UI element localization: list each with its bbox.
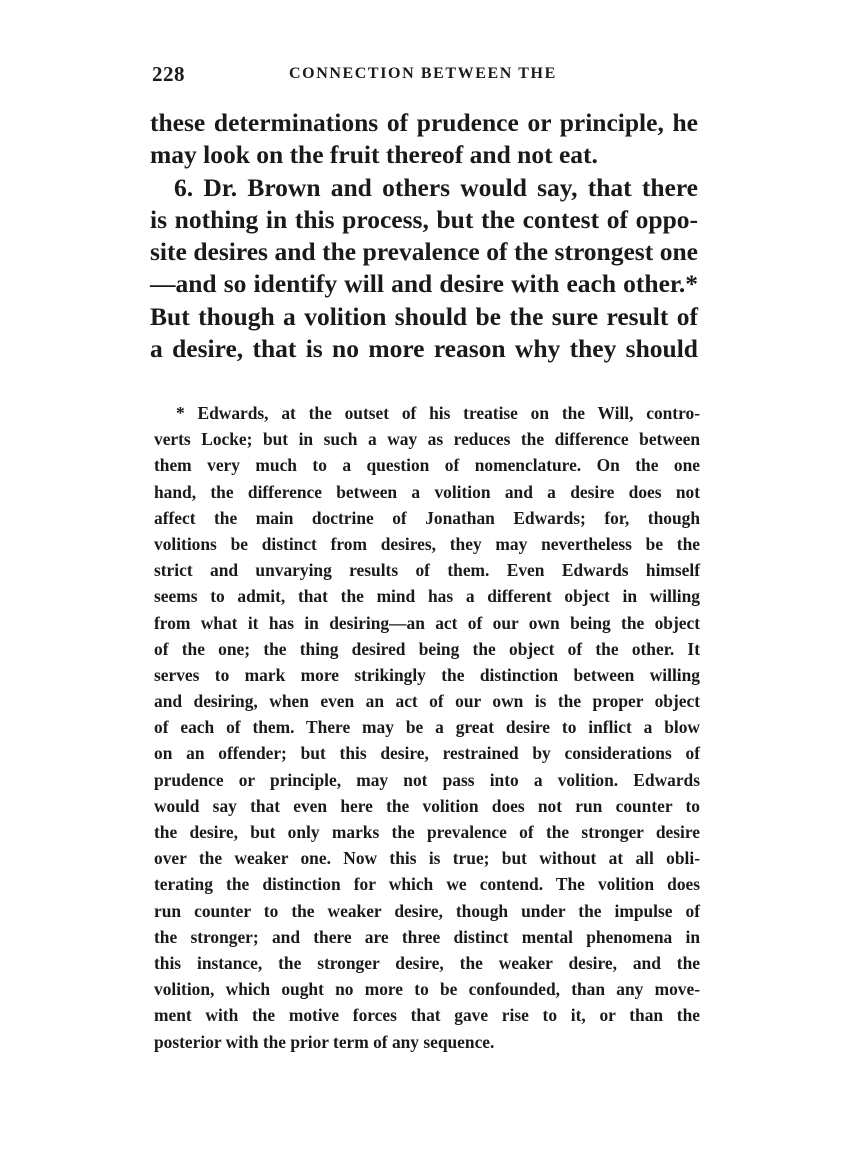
footnote <box>154 400 700 1055</box>
footnote-line: seems to admit, that the mind has a different object in willing <box>154 586 700 607</box>
footnote-line: verts Locke; but in such a way as reduces the difference between <box>154 429 700 450</box>
body-line: may look on the fruit thereof and not eat. <box>150 140 598 170</box>
footnote-line: posterior with the prior term of any sequence. <box>154 1031 495 1052</box>
body-line: site desires and the prevalence of the strongest one <box>150 237 698 267</box>
body-line: —and so identify will and desire with each other.* <box>150 269 698 299</box>
footnote-line: the stronger; and there are three distinct mental phenomena in <box>154 926 700 947</box>
footnote-line: of each of them. There may be a great desire to inflict a blow <box>154 717 700 738</box>
footnote-line: volitions be distinct from desires, they may nevertheless be the <box>154 533 700 554</box>
footnote-line: from what it has in desiring—an act of our own being the object <box>154 612 700 633</box>
footnote-line: prudence or principle, may not pass into a volition. Edwards <box>154 769 700 790</box>
footnote-line: the desire, but only marks the prevalence of the stronger desire <box>154 822 700 842</box>
footnote-line: this instance, the stronger desire, the weaker desire, and the <box>154 952 700 973</box>
footnote-line: over the weaker one. Now this is true; but without at all obli- <box>154 848 700 869</box>
running-head <box>152 62 697 92</box>
body-line: these determinations of prudence or principle, he <box>150 108 698 137</box>
footnote-line: volition, which ought no more to be confounded, than any move- <box>154 979 700 1000</box>
footnote-line: run counter to the weaker desire, though under the impulse of <box>154 900 700 921</box>
page-number: 228 <box>152 62 185 86</box>
footnote-line: of the one; the thing desired being the object of the other. It <box>154 638 700 659</box>
body-line: But though a volition should be the sure result of <box>150 301 698 331</box>
footnote-line: hand, the difference between a volition and a desire does not <box>154 481 700 502</box>
footnote-line: serves to mark more strikingly the distinction between willing <box>154 664 700 685</box>
body-line: is nothing in this process, but the contest of oppo- <box>150 204 698 234</box>
footnote-line: terating the distinction for which we contend. The volition does <box>154 874 700 895</box>
body-line: a desire, that is no more reason why they should <box>150 334 698 364</box>
footnote-line: would say that even here the volition does not run counter to <box>154 795 700 816</box>
footnote-line: and desiring, when even an act of our own is the proper object <box>154 691 700 712</box>
footnote-line: affect the main doctrine of Jonathan Edwards; for, though <box>154 507 700 528</box>
body-text <box>150 107 698 365</box>
running-title: CONNECTION BETWEEN THE <box>289 65 557 82</box>
footnote-line: them very much to a question of nomenclature. On the one <box>154 455 700 476</box>
footnote-line: on an offender; but this desire, restrained by considerations of <box>154 743 700 764</box>
footnote-line: * Edwards, at the outset of his treatise on the Will, contro- <box>176 403 700 423</box>
footnote-line: strict and unvarying results of them. Even Edwards himself <box>154 560 700 581</box>
body-line: 6. Dr. Brown and others would say, that there <box>174 172 698 202</box>
footnote-line: ment with the motive forces that gave rise to it, or than the <box>154 1005 700 1026</box>
